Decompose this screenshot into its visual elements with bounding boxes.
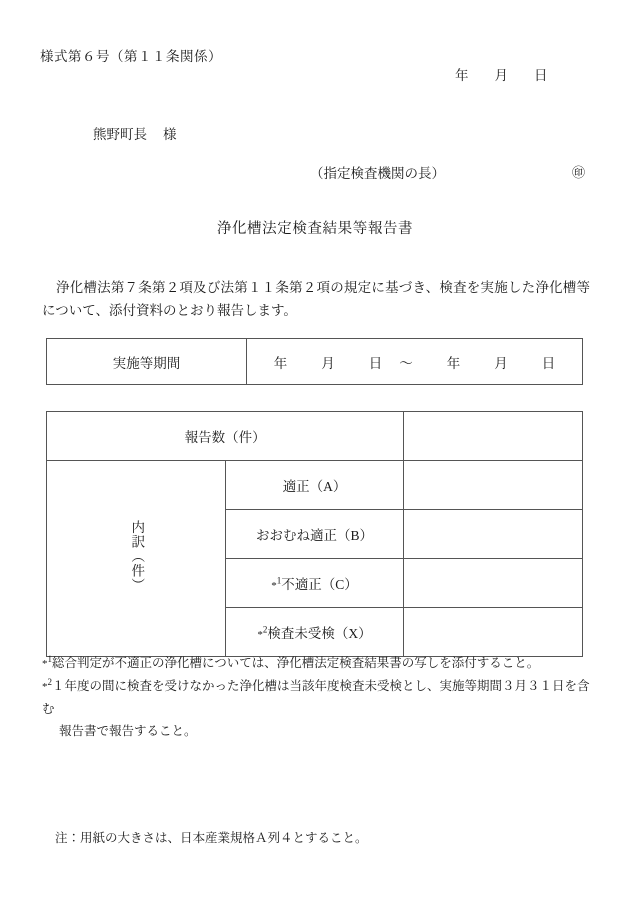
row-value-mijuken[interactable] [404,608,583,657]
seal-icon: ㊞ [571,164,585,180]
table-row [47,339,583,385]
row-mark-mijuken: 2 [262,624,268,635]
period-range-mark: 〜 [399,355,413,371]
body-paragraph: 浄化槽法第７条第２項及び法第１１条第２項の規定に基づき、検査を実施した浄化槽等について、添付資料のとおり報告します。 [42,280,590,318]
date-year: 年 [455,68,469,83]
row-value-oomune-tekisei[interactable] [404,510,583,559]
addressee [93,123,177,143]
breakdown-label-cell [47,461,226,657]
period-table [46,338,583,385]
row-label-mijuken-text: 検査未受検（X） [267,626,372,641]
footnote-2: *$^2$１年度の間に検査を受けなかった浄化槽は当該年度検査未受検とし、実施等期間３月３１日を含む 報告書で報告すること。 [42,675,598,742]
period-to-day: 日 [541,355,556,371]
breakdown-label-text: 内訳（件） [129,520,145,593]
period-from-month: 月 [321,355,335,371]
row-value-futekisei[interactable] [404,559,583,608]
agency-row [310,162,585,182]
row-mark-futekisei: 1 [276,575,282,586]
addressee-name: 熊野町長 [93,127,147,142]
period-value-cell[interactable] [247,339,583,385]
report-count-value-cell[interactable] [404,412,583,461]
period-from-year: 年 [273,355,288,371]
table-row [47,412,583,461]
footnote-2-text: １年度の間に検査を受けなかった浄化槽は当該年度検査未受検とし、実施等期間３月３１日を含む [42,679,590,716]
row-label-tekisei: 適正（A） [225,461,404,510]
date-line [455,64,548,84]
agency-label: （指定検査機関の長） [310,166,445,181]
row-label-futekisei-text: 不適正（C） [281,577,358,592]
form-number: 様式第６号（第１１条関係） [40,49,222,64]
period-to-month: 月 [494,355,508,371]
bottom-note: 注：用紙の大きさは、日本産業規格Ａ列４とすること。 [55,831,368,845]
row-value-tekisei[interactable] [404,461,583,510]
report-count-label-cell: 報告数（件） [47,412,404,461]
footnote-2-text-cont: 報告書で報告すること。 [59,724,197,738]
footnotes [42,652,598,742]
date-day: 日 [534,68,548,83]
date-month: 月 [494,68,508,83]
period-to-year: 年 [446,355,461,371]
count-table [46,411,583,657]
page-title: 浄化槽法定検査結果等報告書 [216,221,414,237]
period-from-day: 日 [368,355,383,371]
footnote-1-text: 総合判定が不適正の浄化槽については、浄化槽法定検査結果書の写しを添付すること。 [52,656,540,670]
addressee-honorific: 様 [163,127,177,142]
footnote-1-mark: 1 [47,653,52,664]
row-label-futekisei: *$^1$不適正（C） [225,559,404,608]
footnote-1: *$^1$総合判定が不適正の浄化槽については、浄化槽法定検査結果書の写しを添付すること。 [42,653,540,670]
row-label-oomune-tekisei: おおむね適正（B） [225,510,404,559]
period-label-cell: 実施等期間 [47,339,247,385]
footnote-2-mark: 2 [47,676,52,687]
table-row [47,461,583,510]
row-label-mijuken: *$^2$検査未受検（X） [225,608,404,657]
